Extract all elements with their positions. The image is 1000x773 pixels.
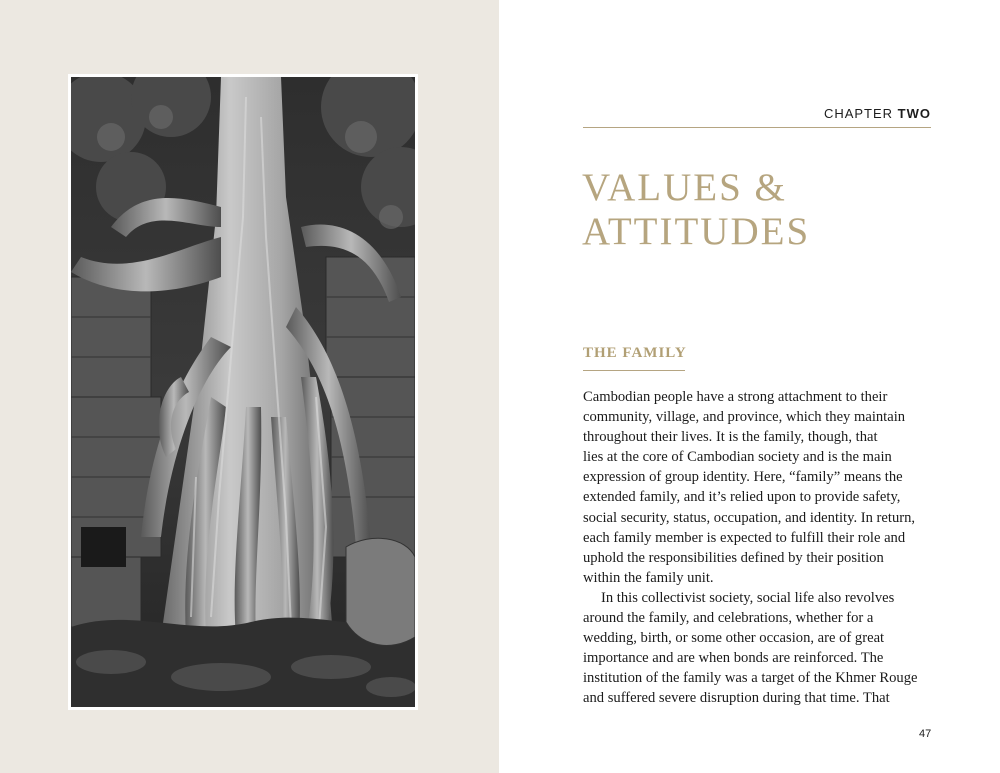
photo-frame [68,74,418,710]
body-line: throughout their lives. It is the family, though, that [583,429,878,446]
section-heading: THE FAMILY [583,345,687,361]
section-heading-underline [583,370,685,371]
body-text [583,387,943,709]
temple-tree-photo [71,77,415,707]
chapter-title-line-2: ATTITUDES [582,210,811,253]
body-line: importance and are when bonds are reinforced. The [583,650,884,667]
body-line: In this collectivist society, social life also revolves [601,589,895,606]
chapter-title-line-1: VALUES & [582,166,787,209]
chapter-divider [583,127,931,128]
body-line: social security, status, occupation, and identity. In return, [583,509,916,526]
body-line: each family member is expected to fulfill their role and [583,529,906,546]
body-line: uphold the responsibilities defined by their position [583,549,884,566]
body-line: and suffered severe disruption during that time. That [583,690,890,707]
chapter-prefix: CHAPTER [823,106,898,121]
body-line: around the family, and celebrations, whether for a [583,610,874,627]
body-line: expression of group identity. Here, “family” means the [583,469,903,486]
chapter-label [499,106,931,121]
body-line: community, village, and province, which they maintain [583,409,906,426]
chapter-title [582,166,810,254]
page-number: 47 [919,728,932,740]
body-line: lies at the core of Cambodian society and is the main [583,449,892,466]
body-line: within the family unit. [583,569,714,586]
body-line: wedding, birth, or some other occasion, are of great [583,630,885,647]
chapter-number: TWO [897,106,931,121]
right-page [499,0,1000,773]
left-page [0,0,499,773]
body-line: Cambodian people have a strong attachment to their [583,389,888,405]
body-line: institution of the family was a target of the Khmer Rouge [583,670,918,687]
body-line: extended family, and it’s relied upon to provide safety, [583,489,901,506]
